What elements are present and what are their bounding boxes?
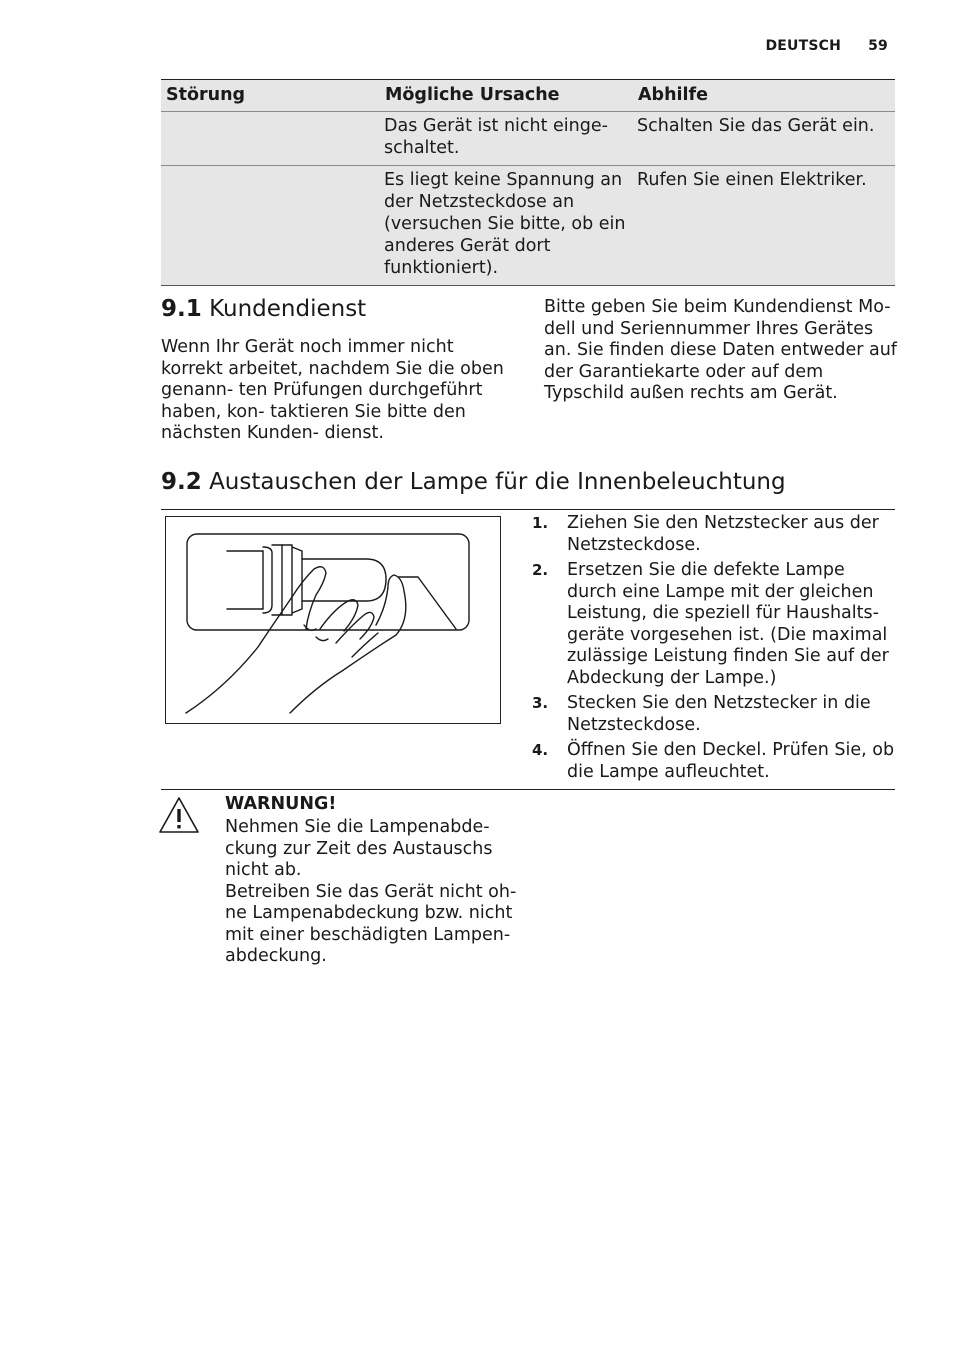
warning-paragraph: Betreiben Sie das Gerät nicht oh- ne Lampenabdeckung bzw. nicht mit einer beschädigten Lampen- abdeckung. — [225, 881, 517, 966]
list-item — [531, 693, 895, 736]
table-row — [161, 112, 895, 166]
table-row — [161, 166, 895, 286]
section-9-2-title: Austauschen der Lampe für die Innenbeleuchtung — [209, 469, 786, 495]
section-top-divider — [161, 509, 895, 510]
replacement-steps — [531, 513, 895, 787]
warning-body — [225, 817, 525, 968]
list-item — [531, 740, 895, 783]
lamp-replacement-illustration — [165, 516, 501, 724]
section-9-1-left-text: Wenn Ihr Gerät noch immer nicht korrekt arbeitet, nachdem Sie die oben genann- ten Prüfungen durchgeführt haben, kon- taktieren Sie bitte den nächsten Kunden- dienst. — [161, 337, 504, 443]
header-language: DEUTSCH — [765, 38, 842, 54]
section-9-2-number: 9.2 — [161, 469, 202, 495]
hand-lamp-drawing — [166, 517, 500, 723]
step-number: 4. — [532, 741, 549, 759]
step-text: Stecken Sie den Netzstecker in die Netzsteckdose. — [567, 693, 871, 735]
cell-stoerung — [161, 166, 380, 286]
section-9-2-heading — [161, 468, 786, 496]
cell-abhilfe: Rufen Sie einen Elektriker. — [633, 166, 895, 286]
section-9-1-title: Kundendienst — [209, 296, 367, 322]
column-header-abhilfe: Abhilfe — [633, 80, 895, 112]
table-header-row — [161, 80, 895, 112]
troubleshooting-table — [161, 79, 895, 286]
step-number: 1. — [532, 514, 549, 532]
cell-ursache: Das Gerät ist nicht einge- schaltet. — [380, 112, 633, 166]
section-9-1-heading — [161, 295, 366, 323]
warning-divider — [161, 789, 895, 790]
warning-title: WARNUNG! — [225, 794, 337, 814]
cell-stoerung — [161, 112, 380, 166]
list-item — [531, 560, 895, 689]
warning-paragraph: Nehmen Sie die Lampenabde- ckung zur Zeit des Austauschs nicht ab. — [225, 817, 493, 880]
section-9-1-right-text: Bitte geben Sie beim Kundendienst Mo- dell und Seriennummer Ihres Gerätes an. Sie finden diese Daten entweder auf der Garantiekarte oder auf dem Typschild außen rechts am Gerät. — [544, 297, 897, 403]
column-header-ursache: Mögliche Ursache — [380, 80, 633, 112]
page-header — [765, 38, 888, 54]
cell-ursache: Es liegt keine Spannung an der Netzsteckdose an (versuchen Sie bitte, ob ein anderes Gerät dort funktioniert). — [380, 166, 633, 286]
section-9-1-number: 9.1 — [161, 296, 202, 322]
step-number: 2. — [532, 561, 549, 579]
column-header-stoerung: Störung — [161, 80, 380, 112]
step-number: 3. — [532, 694, 549, 712]
cell-abhilfe: Schalten Sie das Gerät ein. — [633, 112, 895, 166]
list-item — [531, 513, 895, 556]
page-number: 59 — [868, 38, 888, 54]
step-text: Ziehen Sie den Netzstecker aus der Netzsteckdose. — [567, 513, 879, 555]
warning-triangle-icon — [158, 796, 200, 838]
step-text: Öffnen Sie den Deckel. Prüfen Sie, ob die Lampe aufleuchtet. — [567, 740, 895, 782]
step-text: Ersetzen Sie die defekte Lampe durch eine Lampe mit der gleichen Leistung, die speziell für Haushalts- geräte vorgesehen ist. (Die maximal zulässige Leistung finden Sie auf der Abdeckung der Lampe.) — [567, 560, 889, 688]
